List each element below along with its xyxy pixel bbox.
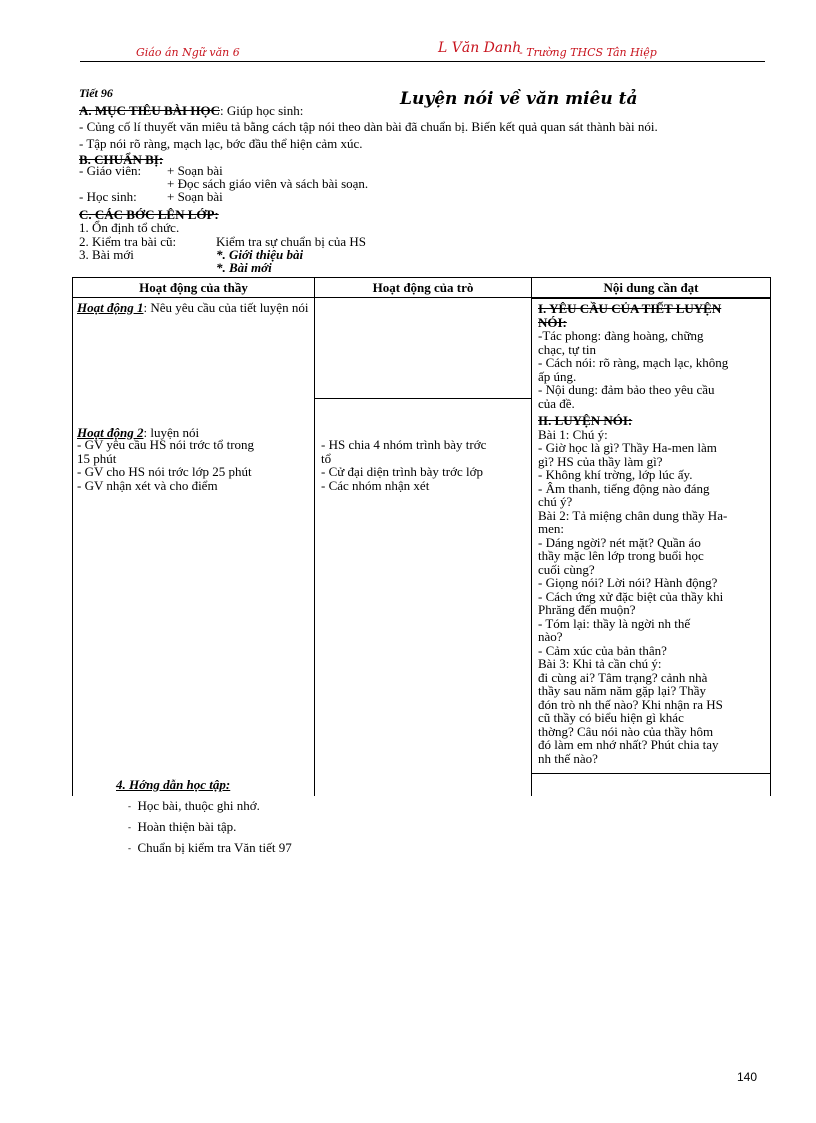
content-cell [532,298,771,797]
step-1: 1. Ổn định tổ chức. [79,220,180,235]
content-line: cũ thầy có biểu hiện gì khác [538,710,684,725]
header-author: L Văn Danh [438,40,522,56]
header-rule [80,61,765,62]
content-line: đó làm em nhớ nhất? Phút chia tay [538,737,719,752]
table-header-row [73,278,771,298]
activity-1 [77,301,308,315]
lesson-table [72,277,771,796]
part-2-heading: II. LUYỆN NÓI: [538,413,633,428]
content-body [538,302,762,765]
teacher-item: + Đọc sách giáo viên và sách bài soạn. [167,176,369,191]
content-line: nào? [538,629,563,644]
step-3-label: 3. Bài mới [79,247,134,262]
content-line: đi cùng ai? Tâm trạng? cảnh nhà [538,669,708,685]
activity-2-text: : luyện nói [143,425,200,440]
content-line: Phrăng đến muộn? [538,602,636,617]
section-a-item: - Tập nói rõ ràng, mạch lạc, bớc đầu thể hiện cảm xúc. [79,136,363,151]
table-bottom-rule [531,773,770,774]
content-line: gì? HS của thầy làm gì? [538,453,663,469]
content-line: Bài 1: Chú ý: [538,426,608,442]
list-item: - Các nhóm nhận xét [321,477,430,493]
list-item: tổ [321,450,332,466]
content-line: của đề. [538,395,575,411]
column-header: Hoạt động của thầy [73,278,315,298]
student-lines [321,438,529,492]
student-activity-cell [315,298,532,797]
content-line: thờng? Câu nói nào của thầy hôm [538,723,714,739]
teacher-label: - Giáo viên: [79,163,142,178]
part-1-heading: NÓI: [538,314,567,330]
activity-1-title: Hoạt động 1 [77,300,144,315]
content-line: Bài 3: Khi tả cần chú ý: [538,656,662,671]
header-school: - Trường THCS Tân Hiệp [519,46,657,59]
section-a-heading: A. MỤC TIÊU BÀI HỌC [79,103,220,118]
list-item: 15 phút [77,450,117,466]
content-line: - Giờ học là gì? Thầy Ha-men làm [538,440,717,455]
section-b-heading: B. CHUẨN BỊ: [79,152,164,167]
guidance-item: - Hoàn thiện bài tập. [128,819,237,834]
part-1-heading: I. YÊU CẦU CỦA TIẾT LUYỆN [538,301,722,316]
content-line: - Cảm xúc của bản thân? [538,642,667,658]
content-line: cuối cùng? [538,561,595,577]
content-line: - Cách nói: rõ ràng, mạch lạc, không [538,355,729,370]
cell-divider [315,398,532,399]
list-item: - HS chia 4 nhóm trình bày trớc [321,437,487,452]
step-2-value: Kiểm tra sự chuẩn bị của HS [216,234,367,249]
content-line: - Dáng ngời? nét mặt? Quần áo [538,534,701,550]
content-line: thầy mặc lên lớp trong buổi học [538,548,704,563]
page-number: 140 [737,1070,758,1084]
period-label: Tiết 96 [79,86,113,100]
student-item: + Soạn bài [167,189,223,204]
content-line: - Âm thanh, tiếng động nào đáng [538,480,710,496]
content-line: - Nội dung: đảm bảo theo yêu cầu [538,382,715,397]
content-line: nh thế nào? [538,750,598,766]
content-line: chạc, tự tin [538,341,596,357]
column-header: Nội dung cần đạt [532,278,771,298]
activity-2-title: Hoạt động 2 [77,425,144,440]
guidance-heading: 4. Hớng dẫn học tập: [116,777,231,792]
student-label: - Học sinh: [79,189,137,204]
lesson-title: Luyện nói về văn miêu tả [400,89,638,109]
guidance-item: - Chuẩn bị kiểm tra Văn tiết 97 [128,840,292,855]
list-item: - Cử đại diện trình bày trớc lớp [321,464,483,479]
content-line: - Tóm lại: thầy là ngời nh thế [538,615,691,631]
step-2-label: 2. Kiểm tra bài cũ: [79,234,177,249]
section-a-item: - Củng cố lí thuyết văn miêu tả bằng cách tập nói theo dàn bài đã chuẩn bị. Biến kết quả quan sát thành bài nói. [79,119,658,134]
teacher-activity-cell [73,298,315,797]
content-line: chú ý? [538,494,573,509]
list-item: - GV yêu cầu HS nói trớc tổ trong [77,437,255,452]
teacher-item: + Soạn bài [167,163,223,178]
column-header: Hoạt động của trò [315,278,532,298]
section-a-intro: : Giúp học sinh: [219,103,304,118]
content-line: -Tác phong: đàng hoàng, chững [538,328,704,343]
content-line: đón trò nh thế nào? Khi nhận ra HS [538,696,723,712]
content-line: - Cách ứng xử đặc biệt của thầy khi [538,588,724,604]
step-3-intro: *. Giới thiệu bài [216,247,304,262]
step-3-new: *. Bài mới [216,260,272,275]
table-row [73,298,771,797]
content-line: Bài 2: Tả miệng chân dung thầy Ha- [538,507,728,523]
content-line: thầy sau năm năm gặp lại? Thầy [538,683,706,698]
activity-1-text: : Nêu yêu cầu của tiết luyện nói [143,300,309,315]
activity-2-lines [77,438,309,492]
list-item: - GV nhận xét và cho điểm [77,477,218,493]
content-line: ấp úng. [538,368,577,384]
section-c-heading: C. CÁC BỚC LÊN LỚP: [79,207,219,222]
content-line: - Giọng nói? Lời nói? Hành động? [538,575,718,590]
content-line: men: [538,521,564,536]
guidance-item: - Học bài, thuộc ghi nhớ. [128,798,260,813]
header-left: Giáo án Ngữ văn 6 [136,46,240,59]
list-item: - GV cho HS nói trớc lớp 25 phút [77,464,252,479]
cell-top-rule [532,298,771,299]
content-line: - Không khí trờng, lớp lúc ấy. [538,467,693,482]
section-a-heading-line [79,104,303,118]
